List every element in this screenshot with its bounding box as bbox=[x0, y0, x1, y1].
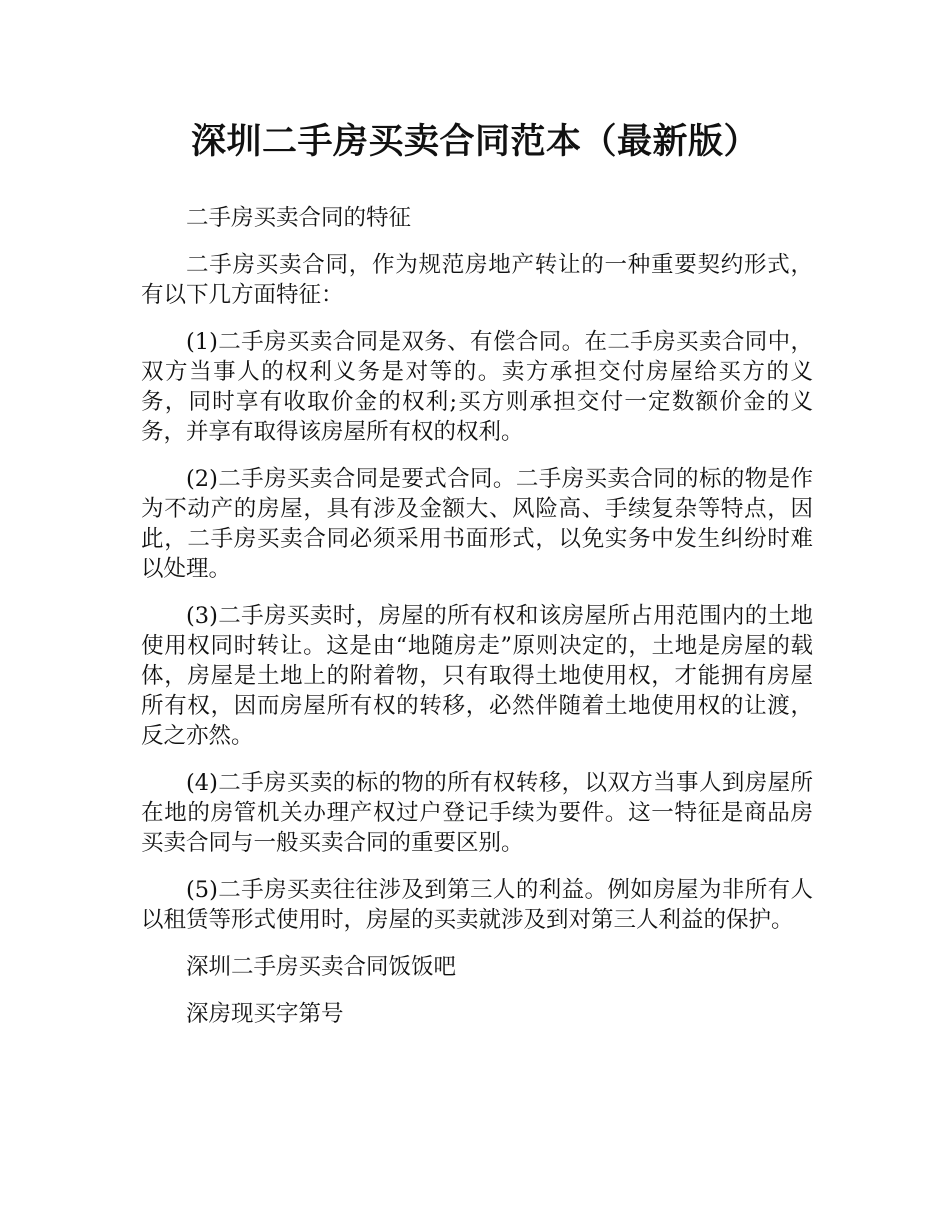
paragraph-feature-4: (4)二手房买卖的标的物的所有权转移，以双方当事人到房屋所在地的房管机关办理产权过户登记手续为要件。这一特征是商品房买卖合同与一般买卖合同的重要区别。 bbox=[141, 770, 813, 856]
paragraph-feature-5: (5)二手房买卖往往涉及到第三人的利益。例如房屋为非所有人以租赁等形式使用时，房屋的买卖就涉及到对第三人利益的保护。 bbox=[141, 877, 813, 933]
paragraph-feature-3: (3)二手房买卖时，房屋的所有权和该房屋所占用范围内的土地使用权同时转让。这是由“地随房走”原则决定的，土地是房屋的载体，房屋是土地上的附着物，只有取得土地使用权，才能拥有房屋所有权，因而房屋所有权的转移，必然伴随着土地使用权的让渡，反之亦然。 bbox=[141, 603, 813, 749]
paragraph-contract-heading: 深圳二手房买卖合同饭饭吧 bbox=[186, 954, 457, 980]
paragraph-heading-features: 二手房买卖合同的特征 bbox=[186, 205, 412, 231]
document-title: 深圳二手房买卖合同范本（最新版） bbox=[190, 122, 759, 162]
paragraph-feature-1: (1)二手房买卖合同是双务、有偿合同。在二手房买卖合同中，双方当事人的权利义务是对等的。卖方承担交付房屋给买方的义务，同时享有收取价金的权利;买方则承担交付一定数额价金的义务，并享有取得该房屋所有权的权利。 bbox=[141, 329, 813, 445]
paragraph-contract-number: 深房现买字第号 bbox=[186, 1001, 344, 1027]
paragraph-intro: 二手房买卖合同，作为规范房地产转让的一种重要契约形式，有以下几方面特征： bbox=[141, 252, 813, 308]
paragraph-feature-2: (2)二手房买卖合同是要式合同。二手房买卖合同的标的物是作为不动产的房屋，具有涉及金额大、风险高、手续复杂等特点，因此，二手房买卖合同必须采用书面形式，以免实务中发生纠纷时难以处理。 bbox=[141, 466, 813, 582]
document-body bbox=[141, 203, 813, 1046]
